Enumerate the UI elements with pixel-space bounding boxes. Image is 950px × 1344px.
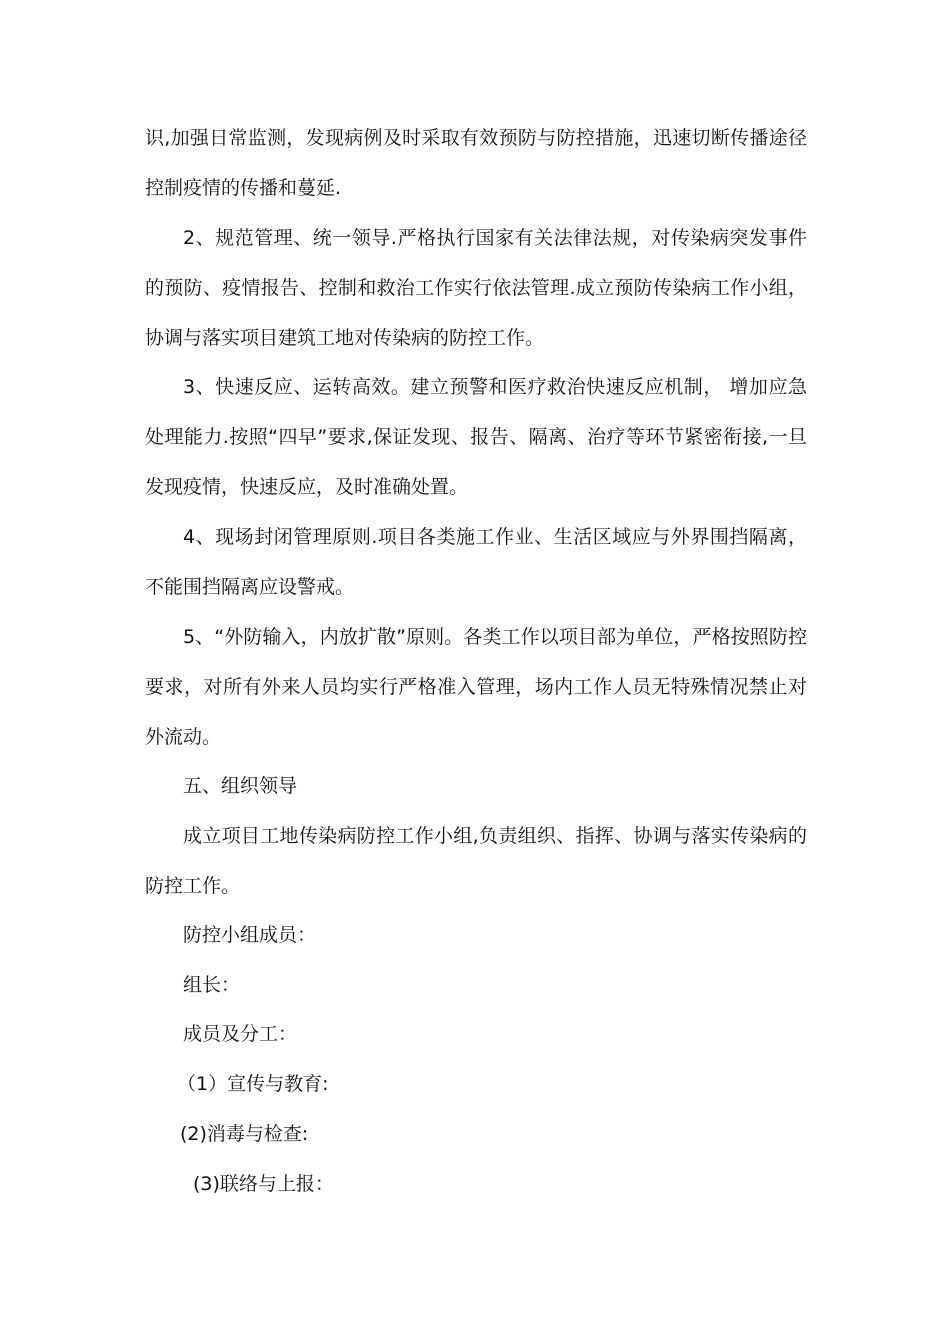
duty-publicity-education: （1）宣传与教育: xyxy=(177,1073,329,1095)
duty-liaison-reporting: (3)联络与上报： xyxy=(193,1173,334,1195)
team-members-label: 防控小组成员： xyxy=(183,924,317,946)
paragraph-item-4: 4、现场封闭管理原则.项目各类施工作业、生活区域应与外界围挡隔离， 不能围挡隔离应设警戒。 xyxy=(145,526,807,598)
section-heading: 五、组织领导 xyxy=(183,775,298,797)
paragraph-item-3: 3、快速反应、运转高效。建立预警和医疗救治快速反应机制， 增加应急处理能力.按照“四早”要求,保证发现、报告、隔离、治疗等环节紧密衔接,一旦发现疫情，快速反应，及时准确处置。 xyxy=(145,376,807,498)
paragraph-organization: 成立项目工地传染病防控工作小组,负责组织、指挥、协调与落实传染病的防控工作。 xyxy=(145,825,807,897)
duty-disinfection-inspection: (2)消毒与检查: xyxy=(180,1123,309,1145)
paragraph-item-5: 5、“外防输入，内放扩散”原则。各类工作以项目部为单位，严格按照防控要求，对所有外来人员均实行严格准入管理，场内工作人员无特殊情况禁止对外流动。 xyxy=(145,626,807,748)
paragraph-item-2: 2、规范管理、统一领导.严格执行国家有关法律法规，对传染病突发事件的预防、疫情报告、控制和救治工作实行依法管理.成立预防传染病工作小组，协调与落实项目建筑工地对传染病的防控工作。 xyxy=(145,227,807,349)
paragraph-continuation: 识,加强日常监测，发现病例及时采取有效预防与防控措施，迅速切断传播途径控制疫情的传播和蔓延. xyxy=(145,127,807,199)
members-division-label: 成员及分工： xyxy=(183,1023,298,1045)
team-leader-label: 组长： xyxy=(183,974,241,996)
